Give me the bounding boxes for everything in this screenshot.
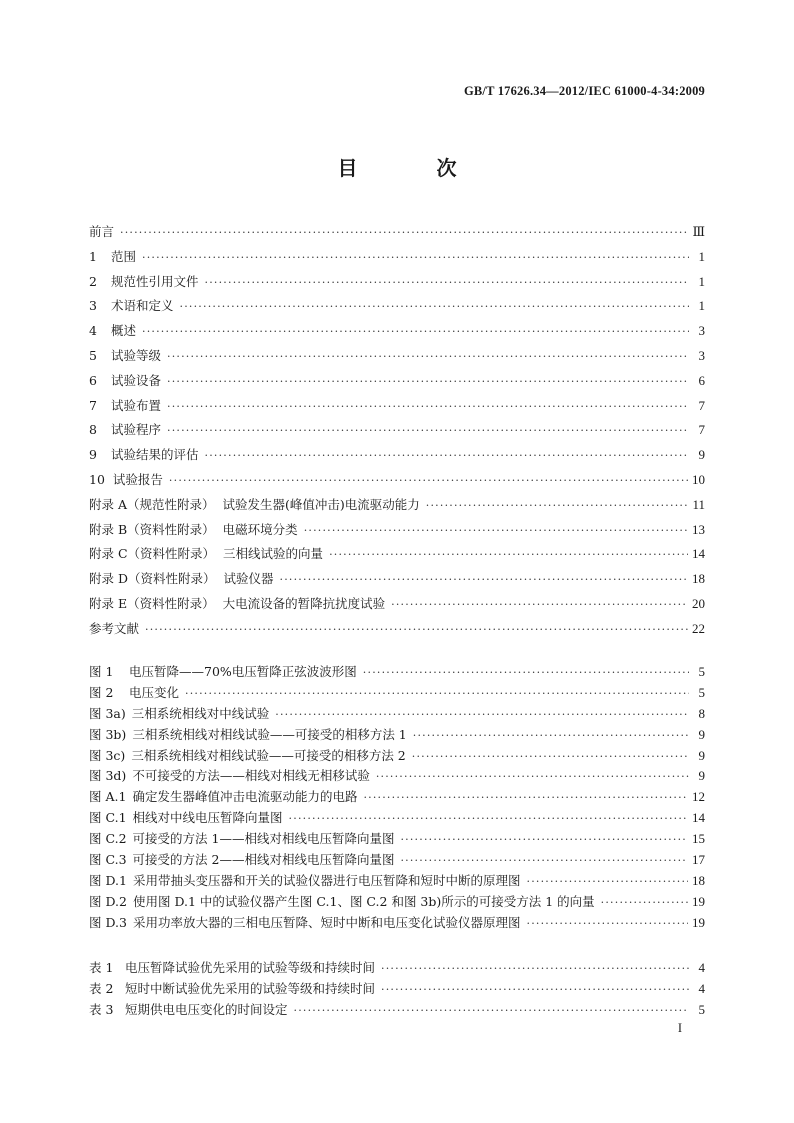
toc-entry-number: 表 2 [89, 981, 114, 996]
toc-entry-page: 22 [692, 620, 705, 636]
toc-entry-title: 试验报告 [112, 471, 163, 487]
toc-entry-title: 短时中断试验优先采用的试验等级和持续时间 [125, 981, 376, 996]
toc-entry-number: 7 [89, 397, 97, 413]
toc-entry-title: 三相系统相线对中线试验 [131, 705, 270, 721]
toc-entry-page: 10 [692, 471, 705, 487]
toc-entry-title: 试验程序 [111, 422, 162, 438]
toc-entry-title: 试验结果的评估 [111, 447, 199, 463]
toc-entry-page: 20 [692, 595, 705, 611]
toc-entry-number: 图 C.1 [89, 810, 127, 826]
toc-entry[interactable] [89, 346, 705, 371]
toc-entry-number: 10 [89, 471, 105, 487]
toc-entry-number: 图 3c) [89, 747, 126, 763]
toc-leader-dots [145, 623, 688, 636]
toc-entry-title: 相线对中线电压暂降向量图 [132, 810, 283, 826]
toc-entry-title: 前言 [89, 224, 115, 239]
toc-entry-title: 范围 [111, 248, 137, 264]
toc-entry-page: 8 [698, 705, 705, 721]
toc-entry[interactable] [89, 569, 705, 594]
toc-entry-page: 12 [692, 789, 705, 805]
toc-entry-page: 1 [698, 248, 705, 264]
toc-leader-dots [413, 729, 689, 742]
toc-entry-page: 18 [692, 571, 705, 587]
toc-entry-number: 图 A.1 [89, 789, 127, 805]
toc-entry-title: 三相系统相线对相线试验——可接受的相移方法 2 [131, 747, 406, 763]
toc-entry-number: 4 [89, 323, 97, 339]
toc-entry-title: 试验仪器 [223, 571, 274, 587]
toc-entry[interactable] [89, 913, 705, 934]
toc-entry[interactable] [89, 520, 705, 545]
toc-entry[interactable] [89, 495, 705, 520]
toc-entry-title: 使用图 D.1 中的试验仪器产生图 C.1、图 C.2 和图 3b)所示的可接受方法 1 的向量 [132, 893, 595, 909]
toc-leader-dots [280, 573, 688, 586]
toc-entry-number: 9 [89, 447, 97, 463]
toc-entry-title: 三相线试验的向量 [223, 546, 324, 562]
toc-entry[interactable] [89, 396, 705, 421]
standard-number-header: GB/T 17626.34—2012/IEC 61000-4-34:2009 [463, 84, 705, 98]
toc-entry-page: 17 [692, 852, 705, 868]
toc-entry-number: 1 [89, 248, 97, 264]
toc-entry[interactable] [89, 1000, 705, 1021]
toc-entry-title: 可接受的方法 1——相线对相线电压暂降向量图 [132, 831, 395, 847]
toc-entry-number: 附录 C（资料性附录） [89, 546, 216, 562]
toc-leader-dots [412, 750, 689, 763]
toc-entry-page: 4 [698, 960, 705, 975]
toc-leader-dots [180, 300, 689, 313]
toc-entry[interactable] [89, 850, 705, 871]
toc-leader-dots [167, 400, 689, 413]
toc-entry-title: 三相系统相线对相线试验——可接受的相移方法 1 [132, 726, 407, 742]
toc-leader-dots [289, 812, 688, 825]
toc-entry-title: 不可接受的方法——相线对相线无相移试验 [132, 768, 370, 784]
toc-entry-page: 9 [698, 768, 705, 784]
toc-entry-number: 6 [89, 372, 97, 388]
toc-leader-dots [363, 791, 688, 804]
toc-leader-dots [205, 449, 689, 462]
toc-leader-dots [185, 687, 689, 700]
toc-entry-number: 表 3 [89, 1002, 114, 1017]
toc-leader-dots [120, 226, 688, 239]
toc-entry-title: 采用功率放大器的三相电压暂降、短时中断和电压变化试验仪器原理图 [132, 914, 521, 930]
toc-entry-title: 试验布置 [111, 397, 162, 413]
toc-entry[interactable] [89, 683, 705, 704]
toc-entry-number: 附录 B（资料性附录） [89, 521, 215, 537]
toc-entry-number: 5 [89, 347, 97, 363]
toc-entry-page: 1 [698, 273, 705, 289]
toc-entry-title: 概述 [111, 323, 137, 339]
toc-leader-dots [329, 548, 688, 561]
toc-leader-dots [426, 499, 689, 512]
toc-entry-page: Ⅲ [692, 224, 705, 239]
toc-entry-title: 规范性引用文件 [111, 273, 199, 289]
toc-entry-title: 电压暂降试验优先采用的试验等级和持续时间 [125, 960, 376, 975]
toc-entry-number: 图 2 [89, 684, 114, 700]
page-number: I [677, 1021, 682, 1035]
toc-entry-number: 图 3b) [89, 726, 127, 742]
toc-entry[interactable] [89, 321, 705, 346]
toc-leader-dots [167, 375, 689, 388]
toc-entry[interactable] [89, 544, 705, 569]
toc-entry[interactable] [89, 871, 705, 892]
toc-entry[interactable] [89, 704, 705, 725]
toc-entry-title: 大电流设备的暂降抗扰度试验 [222, 595, 386, 611]
toc-figures-section [89, 662, 705, 934]
toc-entry-page: 7 [698, 422, 705, 438]
toc-leader-dots [167, 424, 689, 437]
toc-entry-page: 5 [698, 664, 705, 679]
toc-entry[interactable] [89, 296, 705, 321]
toc-entry-page: 14 [692, 810, 705, 826]
toc-entry-title: 确定发生器峰值冲击电流驱动能力的电路 [132, 789, 358, 805]
toc-entry-title: 可接受的方法 2——相线对相线电压暂降向量图 [132, 852, 395, 868]
toc-entry-page: 7 [698, 397, 705, 413]
page-title: 目 次 [337, 156, 493, 180]
toc-entry-page: 11 [692, 496, 705, 512]
toc-entry-page: 5 [698, 1002, 705, 1017]
toc-entry-title: 短期供电电压变化的时间设定 [125, 1002, 288, 1017]
toc-entry[interactable] [89, 662, 705, 683]
toc-entry[interactable] [89, 272, 705, 297]
toc-entry-number: 3 [89, 298, 97, 314]
toc-entry[interactable] [89, 420, 705, 445]
toc-leader-dots [601, 896, 688, 909]
toc-leader-dots [400, 833, 688, 846]
toc-entry[interactable] [89, 247, 705, 272]
toc-entry[interactable] [89, 594, 705, 619]
toc-entry-page: 14 [692, 546, 705, 562]
toc-entry[interactable] [89, 371, 705, 396]
toc-entry-page: 9 [698, 726, 705, 742]
toc-entry[interactable] [89, 445, 705, 470]
toc-leader-dots [527, 875, 689, 888]
toc-entry-page: 3 [698, 347, 705, 363]
toc-entry[interactable] [89, 470, 705, 495]
toc-entry-title: 试验发生器(峰值冲击)电流驱动能力 [222, 496, 420, 512]
toc-entry[interactable] [89, 619, 705, 644]
toc-entry[interactable] [89, 829, 705, 850]
toc-leader-dots [363, 666, 689, 679]
toc-entry-title: 电磁环境分类 [222, 521, 298, 537]
toc-leader-dots [142, 325, 689, 338]
toc-entry[interactable] [89, 746, 705, 767]
toc-entry-number: 图 3d) [89, 768, 127, 784]
toc-entry-title: 试验设备 [111, 372, 162, 388]
toc-leader-dots [205, 276, 689, 289]
toc-leader-dots [142, 251, 689, 264]
toc-entry-title: 参考文献 [89, 620, 140, 636]
toc-entry-page: 1 [698, 298, 705, 314]
toc-entry-number: 图 D.1 [89, 872, 127, 888]
toc-entry[interactable] [89, 979, 705, 1000]
toc-entry-page: 4 [698, 981, 705, 996]
toc-entry-title: 术语和定义 [111, 298, 174, 314]
toc-entry-title: 电压变化 [129, 684, 180, 700]
toc-entry-page: 15 [692, 831, 705, 847]
toc-entry-number: 2 [89, 273, 97, 289]
toc-entry-page: 9 [698, 447, 705, 463]
toc-leader-dots [304, 524, 688, 537]
toc-entry-page: 9 [698, 747, 705, 763]
toc-entry-number: 图 C.3 [89, 852, 127, 868]
toc-entry-page: 18 [692, 872, 705, 888]
toc-main-section [89, 222, 705, 644]
toc-tables-section [89, 958, 705, 1021]
toc-entry-number: 附录 A（规范性附录） [89, 496, 215, 512]
toc-entry-number: 图 1 [89, 664, 114, 679]
toc-entry[interactable] [89, 725, 705, 746]
toc-entry[interactable] [89, 808, 705, 829]
toc-entry-number: 附录 E（资料性附录） [89, 595, 215, 611]
toc-entry-title: 电压暂降——70%电压暂降正弦波波形图 [129, 664, 357, 679]
toc-entry-page: 19 [692, 893, 705, 909]
toc-entry-page: 19 [692, 914, 705, 930]
toc-entry-number: 图 D.2 [89, 893, 127, 909]
toc-entry-page: 13 [692, 521, 705, 537]
toc-entry-page: 3 [698, 323, 705, 339]
toc-entry-number: 图 C.2 [89, 831, 127, 847]
toc-entry-number: 图 3a) [89, 705, 126, 721]
toc-leader-dots [376, 770, 689, 783]
toc-entry[interactable] [89, 892, 705, 913]
toc-entry-title: 试验等级 [111, 347, 162, 363]
toc-leader-dots [294, 1004, 689, 1017]
toc-entry[interactable] [89, 958, 705, 979]
toc-entry-page: 5 [698, 684, 705, 700]
toc-leader-dots [527, 917, 689, 930]
toc-entry-number: 表 1 [89, 960, 114, 975]
toc-entry[interactable] [89, 222, 705, 247]
toc-leader-dots [391, 598, 688, 611]
toc-entry-number: 图 D.3 [89, 914, 127, 930]
toc-entry-number: 8 [89, 422, 97, 438]
toc-entry-number: 附录 D（资料性附录） [89, 571, 216, 587]
toc-leader-dots [275, 708, 689, 721]
toc-entry-title: 采用带抽头变压器和开关的试验仪器进行电压暂降和短时中断的原理图 [132, 872, 521, 888]
toc-leader-dots [381, 983, 689, 996]
toc-leader-dots [400, 854, 688, 867]
toc-entry[interactable] [89, 766, 705, 787]
toc-entry-page: 6 [698, 372, 705, 388]
toc-entry[interactable] [89, 787, 705, 808]
toc-leader-dots [381, 962, 689, 975]
toc-leader-dots [169, 474, 688, 487]
toc-leader-dots [167, 350, 689, 363]
